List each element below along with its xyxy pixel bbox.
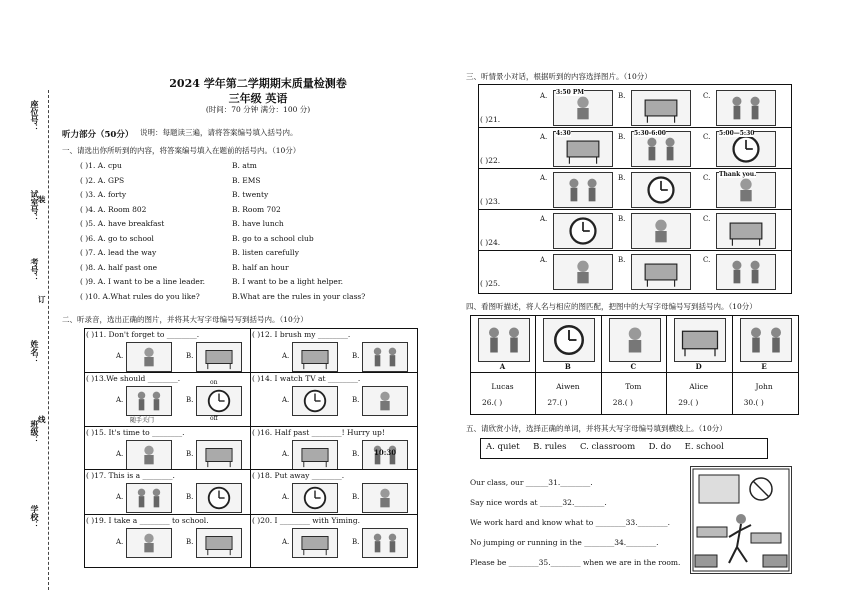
s2-option-a-label: A. xyxy=(282,493,290,501)
s3-option-c-caption: 5:00—5:30 xyxy=(719,130,755,137)
s4-answer-blank[interactable]: 27.( ) xyxy=(547,398,568,407)
s2-option-b-picture xyxy=(196,440,242,470)
s2-option-b-picture xyxy=(196,483,242,513)
s1-question-b: B. EMS xyxy=(232,175,261,185)
s2-question: ( )14. I watch TV at ________. xyxy=(252,374,361,383)
s2-option-b-picture xyxy=(362,528,408,558)
binding-mark-zhuang: 装 xyxy=(38,195,46,204)
s2-option-b-caption: 10:30 xyxy=(374,448,397,457)
s2-option-b-label: B. xyxy=(352,450,360,458)
binding-line xyxy=(48,90,49,590)
s5-options: A. quiet B. rules C. classroom D. do E. school xyxy=(486,442,724,452)
s3-option-b-picture xyxy=(631,90,691,126)
s3-option-b-picture xyxy=(631,213,691,249)
s4-name: Tom xyxy=(625,382,642,391)
s2-option-a-picture xyxy=(292,483,338,513)
s2-row-divider xyxy=(84,372,418,373)
s2-row-divider xyxy=(84,514,418,515)
s1-question-b: B. twenty xyxy=(232,190,269,199)
s3-option-b-label: B. xyxy=(618,92,626,100)
s3-option-c-caption: Thank you. xyxy=(719,171,757,178)
s4-letter: B xyxy=(564,362,571,371)
s4-picture xyxy=(478,318,530,362)
s1-question-a: ( )3. A. forty xyxy=(80,190,127,199)
s2-option-b-label: B. xyxy=(186,352,194,360)
s3-row-divider xyxy=(478,168,792,169)
s4-picture xyxy=(674,318,726,362)
s3-option-a-label: A. xyxy=(540,92,548,100)
s2-option-a-label: A. xyxy=(282,396,290,404)
s2-option-a-label: A. xyxy=(116,493,124,501)
s3-question: ( )22. xyxy=(480,156,501,165)
s2-option-a-label: A. xyxy=(282,352,290,360)
s2-option-b-picture xyxy=(196,528,242,558)
s4-name: Aiwen xyxy=(556,382,580,391)
s3-option-c-label: C. xyxy=(703,256,711,264)
s2-option-a-label: A. xyxy=(116,450,124,458)
s3-option-a-label: A. xyxy=(540,174,548,182)
s5-title: 五、请欣赏小诗，选择正确的单词，并将其大写字母编号填到横线上。（10分） xyxy=(466,424,727,433)
s2-option-a-label: A. xyxy=(282,450,290,458)
s3-option-b-label: B. xyxy=(618,174,626,182)
s4-letter: A xyxy=(499,362,506,371)
s4-row-divider xyxy=(470,372,799,373)
s1-question-b: B.What are the rules in your class? xyxy=(232,291,366,301)
s3-question: ( )24. xyxy=(480,238,501,247)
s3-option-a-caption: 3:50 PM xyxy=(556,89,584,96)
s2-option-b-label: B. xyxy=(186,396,194,404)
s2-option-a-picture xyxy=(126,528,172,558)
s5-poem-line: No jumping or running in the ________34.________. xyxy=(470,538,659,547)
s4-picture xyxy=(740,318,792,362)
s3-option-a-caption: 4:30 xyxy=(556,130,571,137)
s2-row-divider xyxy=(84,469,418,470)
seat-label: 座位号： xyxy=(30,100,40,132)
s3-option-b-label: B. xyxy=(618,256,626,264)
s5-poem-line: Our class, our ______31.________. xyxy=(470,478,593,487)
s1-question-a: ( )1. A. cpu xyxy=(80,161,122,170)
s3-option-a-picture xyxy=(553,172,613,208)
s2-option-a-label: A. xyxy=(116,396,124,404)
s2-question: ( )19. I take a ________ to school. xyxy=(86,516,209,525)
exam-title: 2024 学年第二学期期末质量检测卷 xyxy=(169,77,347,90)
s4-letter: D xyxy=(695,362,702,371)
s2-option-a-label: A. xyxy=(116,352,124,360)
s2-option-b-picture xyxy=(196,386,242,416)
s2-question: ( )20. I ________ with Yiming. xyxy=(252,516,361,525)
s4-name: Lucas xyxy=(491,382,514,391)
s2-option-b-label: B. xyxy=(352,396,360,404)
exam-meta: (时间：70 分钟 满分：100 分) xyxy=(205,105,311,114)
school-label: 学校： xyxy=(30,505,40,529)
s5-poem-line: We work hard and know what to ________33.________. xyxy=(470,518,670,527)
class-label: 班级： xyxy=(30,420,40,444)
s3-question: ( )25. xyxy=(480,279,501,288)
s2-option-b-caption-top: on xyxy=(210,379,218,386)
s3-option-c-picture xyxy=(716,213,776,249)
s2-option-a-picture xyxy=(292,440,338,470)
exam-room-label: 试室号： xyxy=(30,190,40,222)
s2-option-b-label: B. xyxy=(186,493,194,501)
s2-option-a-picture xyxy=(126,440,172,470)
binding-mark-ding: 订 xyxy=(38,295,46,304)
s4-picture xyxy=(609,318,661,362)
s1-question-b: B. half an hour xyxy=(232,262,289,272)
s3-option-c-label: C. xyxy=(703,92,711,100)
binding-mark-xian: 线 xyxy=(38,415,46,424)
s2-row-divider xyxy=(84,426,418,427)
s2-option-a-picture xyxy=(126,386,172,416)
s3-option-a-label: A. xyxy=(540,256,548,264)
s1-question-a: ( )5. A. have breakfast xyxy=(80,219,165,228)
classroom-illustration xyxy=(690,466,792,574)
s2-grid-vdivider xyxy=(250,328,251,568)
s2-question: ( )15. It's time to ________. xyxy=(86,428,185,437)
s2-title: 二、听录音，选出正确的图片，并将其大写字母编号写到括号内。（10分） xyxy=(62,315,308,324)
s5-poem-line: Please be ________35.________ when we are in the room. xyxy=(470,558,681,567)
s2-option-b-picture xyxy=(196,342,242,372)
s2-question: ( )17. This is a ________. xyxy=(86,471,175,480)
s1-question-a: ( )8. A. half past one xyxy=(80,262,158,272)
s1-question-b: B. atm xyxy=(232,161,257,170)
s3-row-divider xyxy=(478,250,792,251)
s1-question-a: ( )2. A. GPS xyxy=(80,175,125,185)
listening-part-note: 说明：每题读三遍，请将答案编号填入括号内。 xyxy=(140,128,298,137)
s4-name: Alice xyxy=(689,382,709,391)
s4-letter: E xyxy=(761,362,767,371)
s4-letter: C xyxy=(630,362,637,371)
s3-row-divider xyxy=(478,209,792,210)
name-label: 姓名： xyxy=(30,340,40,364)
s3-option-b-label: B. xyxy=(618,215,626,223)
s4-answer-blank[interactable]: 29.( ) xyxy=(678,398,699,407)
s4-answer-blank[interactable]: 30.( ) xyxy=(743,398,764,407)
s3-option-b-label: B. xyxy=(618,133,626,141)
s1-question-b: B. I want to be a light helper. xyxy=(232,277,344,286)
s2-option-a-label: A. xyxy=(282,538,290,546)
s1-question-a: ( )6. A. go to school xyxy=(80,233,154,243)
exam-subtitle: 三年级 英语 xyxy=(228,92,288,105)
s2-option-b-label: B. xyxy=(352,493,360,501)
s2-question: ( )11. Don't forget to ________. xyxy=(86,330,200,339)
s1-question-a: ( )4. A. Room 802 xyxy=(80,204,147,214)
s3-option-c-label: C. xyxy=(703,174,711,182)
s3-option-c-label: C. xyxy=(703,215,711,223)
s3-option-b-picture xyxy=(631,172,691,208)
s1-title: 一、请选出你所听到的内容，将答案编号填入在题前的括号内。（10分） xyxy=(62,146,301,155)
s2-option-b-caption-bottom: off xyxy=(210,415,218,422)
s2-question: ( )18. Put away ________. xyxy=(252,471,345,480)
s2-option-b-picture xyxy=(362,386,408,416)
s3-option-b-picture xyxy=(631,254,691,290)
s1-question-b: B. go to a school club xyxy=(232,233,314,243)
s2-option-a-caption: 随手关门 xyxy=(130,417,155,424)
s2-option-a-label: A. xyxy=(116,538,124,546)
s2-option-b-label: B. xyxy=(186,450,194,458)
s4-picture xyxy=(543,318,595,362)
s2-option-b-label: B. xyxy=(352,352,360,360)
s2-option-b-label: B. xyxy=(352,538,360,546)
s3-option-a-label: A. xyxy=(540,133,548,141)
s2-option-b-label: B. xyxy=(186,538,194,546)
s4-answer-blank[interactable]: 28.( ) xyxy=(612,398,633,407)
s2-option-b-picture xyxy=(362,483,408,513)
s3-row-divider xyxy=(478,127,792,128)
s1-question-b: B. have lunch xyxy=(232,219,284,228)
s1-question-b: B. Room 702 xyxy=(232,204,281,214)
s1-question-a: ( )9. A. I want to be a line leader. xyxy=(80,277,205,286)
s3-title: 三、听情景小对话，根据听到的内容选择图片。（10分） xyxy=(466,72,652,81)
s1-question-a: ( )10. A.What rules do you like? xyxy=(80,291,200,301)
s2-option-b-picture xyxy=(362,342,408,372)
s1-question-a: ( )7. A. lead the way xyxy=(80,248,157,257)
s4-title: 四、看图听描述，将人名与相应的图匹配，把图中的大写字母编号写到括号内。（10分） xyxy=(466,302,757,311)
s2-option-a-picture xyxy=(126,342,172,372)
s2-question: ( )16. Half past ________! Hurry up! xyxy=(252,428,385,437)
s2-question: ( )12. I brush my ________. xyxy=(252,330,351,339)
s3-option-a-picture xyxy=(553,213,613,249)
s3-option-b-caption: 5:30-6:00 xyxy=(634,130,666,137)
listening-part-title: 听力部分（50分） xyxy=(62,130,134,140)
s2-option-a-picture xyxy=(292,528,338,558)
s2-option-a-picture xyxy=(292,386,338,416)
s4-name: John xyxy=(755,382,773,391)
s3-option-a-picture xyxy=(553,254,613,290)
s3-option-c-picture xyxy=(716,90,776,126)
s3-question: ( )21. xyxy=(480,115,501,124)
s3-option-c-label: C. xyxy=(703,133,711,141)
s1-question-b: B. listen carefully xyxy=(232,248,299,257)
exam-no-label: 考号： xyxy=(30,258,40,282)
s2-question: ( )13.We should ________. xyxy=(86,374,181,383)
s3-option-a-label: A. xyxy=(540,215,548,223)
s4-answer-blank[interactable]: 26.( ) xyxy=(482,398,503,407)
s2-option-a-picture xyxy=(292,342,338,372)
s3-question: ( )23. xyxy=(480,197,501,206)
s5-poem-line: Say nice words at ______32.________. xyxy=(470,498,607,507)
s3-option-c-picture xyxy=(716,254,776,290)
s2-option-a-picture xyxy=(126,483,172,513)
